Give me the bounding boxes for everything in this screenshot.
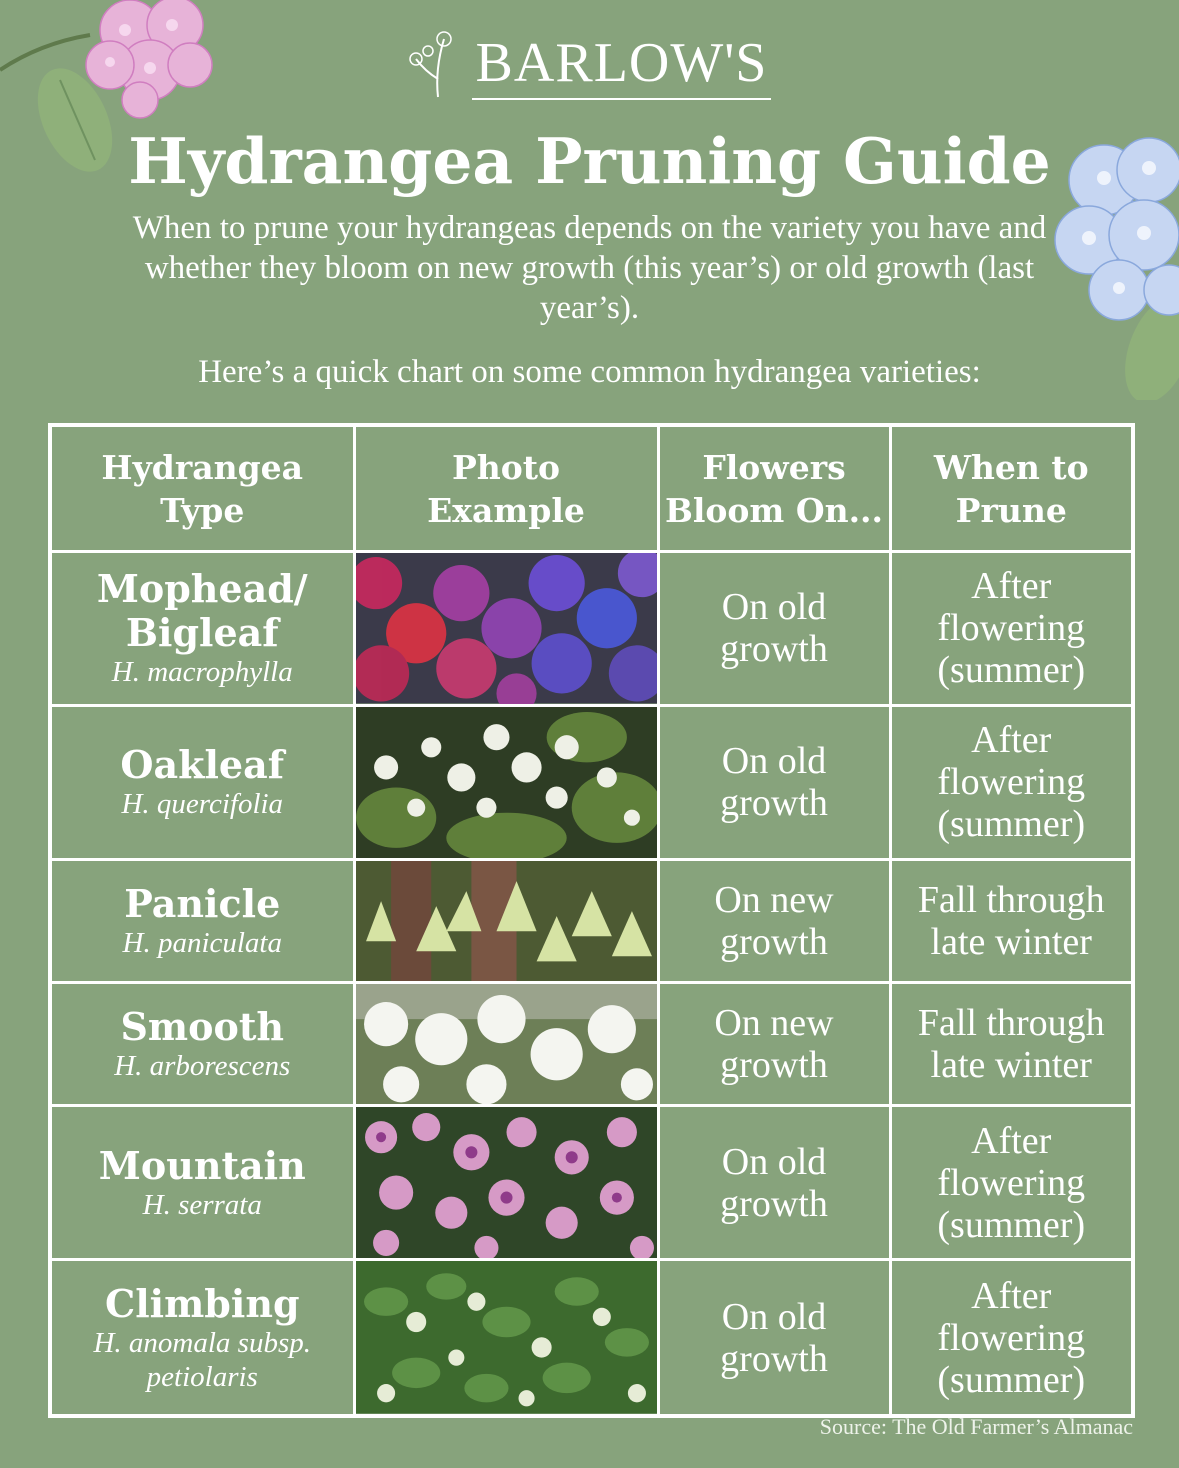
type-latin: H. quercifolia: [121, 788, 284, 820]
brand-name: BARLOW'S: [472, 28, 772, 100]
source-credit: Source: The Old Farmer’s Almanac: [819, 1414, 1133, 1439]
oakleaf-hydrangea-photo: [356, 707, 657, 858]
table-row: [50, 859, 1133, 982]
header-prune: When to Prune: [890, 425, 1133, 552]
type-cell: [50, 1260, 354, 1416]
type-name: Mountain: [98, 1142, 306, 1188]
table-row: [50, 1106, 1133, 1260]
mountain-hydrangea-photo: [356, 1107, 657, 1258]
header-type: Hydrangea Type: [50, 425, 354, 552]
header-bloom: Flowers Bloom On...: [658, 425, 890, 552]
climbing-hydrangea-photo: [356, 1261, 657, 1414]
intro-text: When to prune your hydrangeas depends on the variety you have and whether they bloom on new growth (this year’s) or old growth (last year’s).: [132, 210, 1047, 326]
lead-text: Here’s a quick chart on some common hydrangea varieties:: [198, 354, 981, 390]
flower-sprig-icon: [408, 29, 466, 99]
photo-cell: [354, 1106, 658, 1260]
table-row: [50, 552, 1133, 706]
page-title: Hydrangea Pruning Guide: [128, 124, 1051, 198]
type-name: Mophead/ Bigleaf: [96, 566, 308, 656]
table-row: [50, 705, 1133, 859]
type-latin: H. serrata: [142, 1188, 262, 1221]
type-name: Panicle: [124, 880, 281, 926]
smooth-hydrangea-photo: [356, 984, 657, 1104]
pruning-table: [48, 423, 1135, 1418]
panicle-hydrangea-photo: [356, 861, 657, 981]
bloom-cell: On old growth: [658, 1260, 890, 1416]
type-latin: H. anomala subsp. petiolaris: [93, 1326, 311, 1393]
type-name: Climbing: [104, 1280, 300, 1326]
header-photo: Photo Example: [354, 425, 658, 552]
prune-cell: After flowering (summer): [890, 1106, 1133, 1260]
prune-cell: Fall through late winter: [890, 859, 1133, 982]
mophead-hydrangea-photo: [356, 553, 657, 704]
type-name: Oakleaf: [120, 742, 285, 787]
photo-cell: [354, 982, 658, 1105]
brand-logo: [0, 28, 1179, 100]
type-latin: H. arborescens: [114, 1050, 291, 1083]
type-cell: [50, 859, 354, 982]
bloom-cell: On old growth: [658, 1106, 890, 1260]
table-row: [50, 1260, 1133, 1416]
prune-cell: After flowering (summer): [890, 1260, 1133, 1416]
bloom-cell: On old growth: [658, 705, 890, 859]
type-cell: [50, 1106, 354, 1260]
type-cell: [50, 705, 354, 859]
type-cell: [50, 982, 354, 1105]
photo-cell: [354, 859, 658, 982]
photo-cell: [354, 552, 658, 706]
prune-cell: After flowering (summer): [890, 552, 1133, 706]
table-row: [50, 982, 1133, 1105]
prune-cell: After flowering (summer): [890, 705, 1133, 859]
type-latin: H. paniculata: [122, 926, 282, 959]
type-name: Smooth: [120, 1004, 285, 1050]
type-cell: [50, 552, 354, 706]
type-latin: H. macrophylla: [111, 656, 293, 689]
photo-cell: [354, 705, 658, 859]
photo-cell: [354, 1260, 658, 1416]
table-header-row: [50, 425, 1133, 552]
bloom-cell: On new growth: [658, 859, 890, 982]
bloom-cell: On old growth: [658, 552, 890, 706]
bloom-cell: On new growth: [658, 982, 890, 1105]
prune-cell: Fall through late winter: [890, 982, 1133, 1105]
